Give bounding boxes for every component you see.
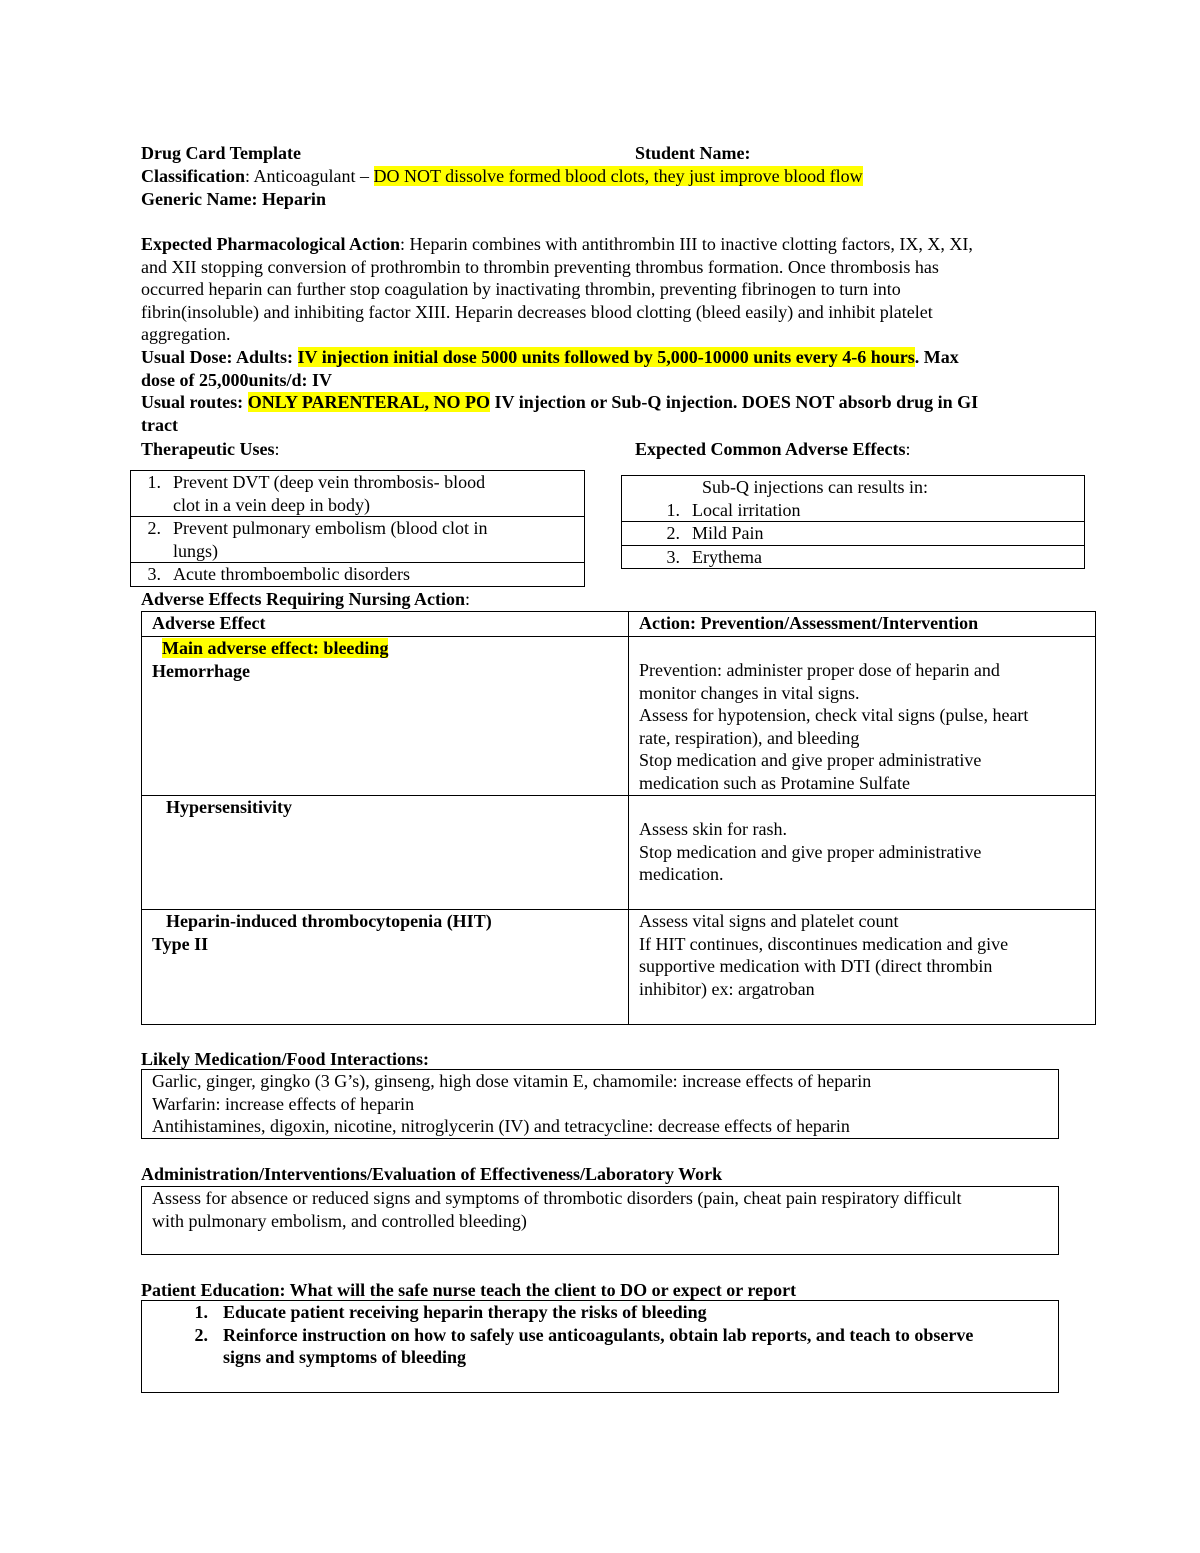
routes-label: Usual routes: [141,392,248,412]
list-item-continued: signs and symptoms of bleeding [223,1347,467,1367]
column-header: Adverse Effect [142,612,629,637]
table-row: Hypersensitivity Assess skin for rash. Stop medication and give proper administrative medication. [142,796,1096,910]
routes-tail: IV injection or Sub-Q injection. DOES NOT absorb drug in GI [490,392,979,412]
action-line: fibrin(insoluble) and inhibiting factor XIII. Heparin decreases blood clotting (bleed easily) and inhibit platelet [141,301,933,322]
table-row: Heparin-induced thrombocytopenia (HIT) Type II Assess vital signs and platelet count If HIT continues, discontinues medication and give supportive medication with DTI (direct thrombin inhibitor) ex: argatroban [142,910,1096,1025]
therapeutic-uses-table [130,470,585,587]
routes-highlight: ONLY PARENTERAL, NO PO [247,392,491,412]
interaction-line: Garlic, ginger, gingko (3 G’s), ginseng, high dose vitamin E, chamomile: increase effects of heparin [152,1071,872,1091]
education-heading: Patient Education: What will the safe nurse teach the client to DO or expect or report [141,1280,797,1300]
nursing-action-table [141,611,1096,1025]
student-name-label: Student Name: [635,143,751,163]
common-effects-heading: Expected Common Adverse Effects: [635,439,911,459]
dose-tail: . Max [914,347,959,367]
dose-label: Usual Dose: Adults: [141,347,298,367]
action-label: Expected Pharmacological Action [141,234,400,254]
administration-box [141,1186,1059,1255]
classification-label: Classification [141,166,246,186]
administration-heading: Administration/Interventions/Evaluation of Effectiveness/Laboratory Work [141,1164,723,1184]
list-item: 2. Prevent pulmonary embolism (blood clot in lungs) [131,517,585,563]
interactions-box [141,1069,1059,1139]
list-item: 2. Reinforce instruction on how to safely use anticoagulants, obtain lab reports, and teach to observe [194,1324,974,1345]
list-item: 3. Acute thromboembolic disorders [131,563,585,587]
administration-line: Assess for absence or reduced signs and symptoms of thrombotic disorders (pain, cheat pain respiratory difficult [152,1188,962,1208]
usual-dose [141,346,959,391]
action-line: occurred heparin can further stop coagulation by inactivating thrombin, preventing fibrinogen to turn into [141,279,901,299]
nursing-action-heading: Adverse Effects Requiring Nursing Action: [141,589,470,609]
dose-line2: dose of 25,000units/d: IV [141,369,333,390]
interactions-heading: Likely Medication/Food Interactions: [141,1049,429,1069]
action-line: and XII stopping conversion of prothrombin to thrombin preventing thrombus formation. Once thrombosis has [141,256,939,277]
list-item: 2. Mild Pain [622,522,1085,546]
therapeutic-uses-heading: Therapeutic Uses: [141,439,280,459]
common-effects-table [621,475,1085,569]
column-header: Action: Prevention/Assessment/Intervention [629,612,1096,637]
classification-line [141,165,863,188]
pharmacological-action [141,233,1071,346]
generic-name: Generic Name: Heparin [141,189,326,209]
usual-routes [141,391,978,436]
action-line: aggregation. [141,324,231,344]
list-item: Sub-Q injections can results in: 1. Local irritation [622,476,1085,522]
dose-highlight: IV injection initial dose 5000 units followed by 5,000-10000 units every 4-6 hours [297,347,915,367]
classification-value: : Anticoagulant – [245,166,374,186]
main-effect-highlight: Main adverse effect: bleeding [162,638,389,658]
routes-line2: tract [141,414,178,435]
action-line: : Heparin combines with antithrombin III to inactive clotting factors, IX, X, XI, [399,234,973,254]
list-item: 1. Educate patient receiving heparin therapy the risks of bleeding [194,1302,707,1322]
card-title: Drug Card Template [141,143,302,163]
classification-highlight: DO NOT dissolve formed blood clots, they just improve blood flow [373,166,863,186]
education-box [141,1300,1059,1393]
list-item: 1. Prevent DVT (deep vein thrombosis- blood clot in a vein deep in body) [131,471,585,517]
table-row: Main adverse effect: bleeding Hemorrhage Prevention: administer proper dose of heparin and monitor changes in vital signs. Assess for hypotension, check vital signs (pulse, heart rate, respiration), and bleeding Stop medication and give proper administrative medication such as Protamine Sulfate [142,637,1096,796]
administration-line: with pulmonary embolism, and controlled bleeding) [152,1210,527,1231]
list-item: 3. Erythema [622,545,1085,569]
interaction-line: Warfarin: increase effects of heparin [152,1093,415,1114]
interaction-line: Antihistamines, digoxin, nicotine, nitroglycerin (IV) and tetracycline: decrease effects of heparin [152,1116,850,1136]
table-header-row [142,612,1096,637]
